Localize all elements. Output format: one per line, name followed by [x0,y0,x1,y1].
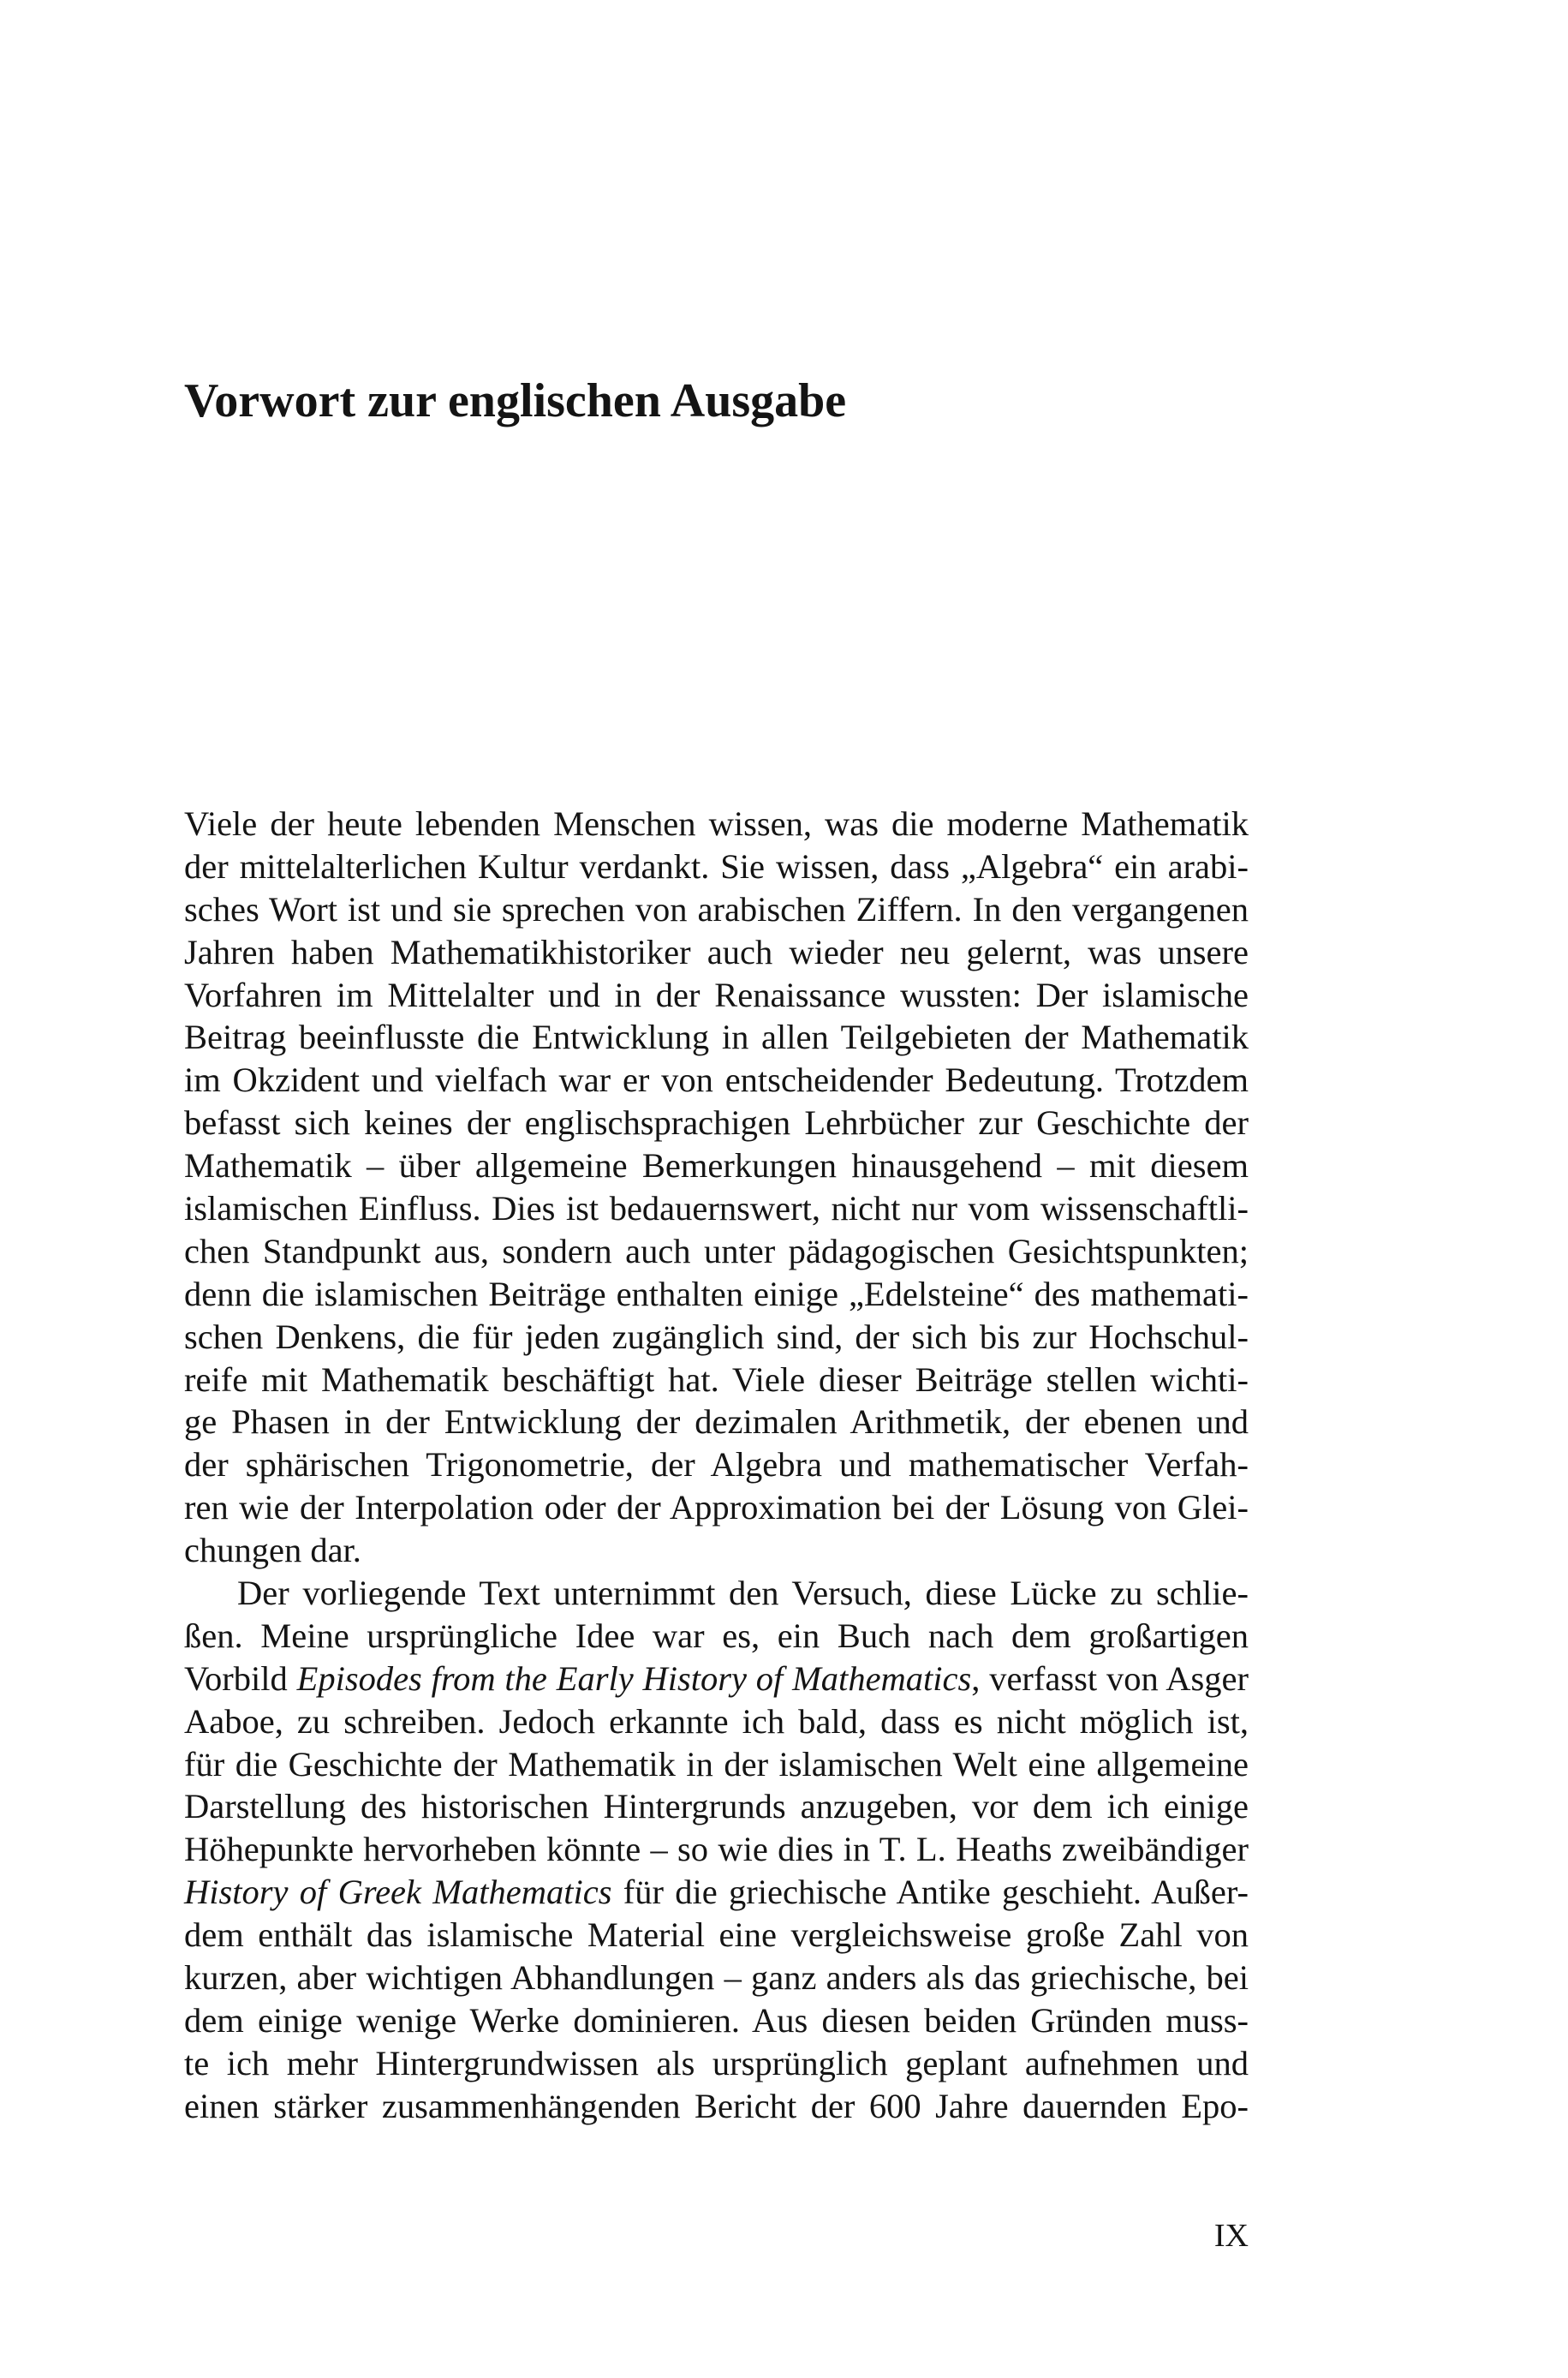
text-line: ßen. Meine ursprüngliche Idee war es, ein Buch nach dem großartigen [184,1616,1249,1655]
text-line: ge Phasen in der Entwicklung der dezimalen Arithmetik, der ebenen und [184,1402,1249,1442]
page-number: IX [1213,2218,1249,2254]
text-line: Darstellung des historischen Hintergrunds anzugeben, vor dem ich einige [184,1787,1249,1826]
text-line: ren wie der Interpolation oder der Approximation bei der Lösung von Glei- [184,1488,1249,1527]
paragraph [184,1572,1249,2128]
text-line: der mittelalterlichen Kultur verdankt. Sie wissen, dass „Algebra“ ein arabi- [184,846,1249,886]
text-line: chungen dar. [184,1531,361,1570]
chapter-title: Vorwort zur englischen Ausgabe [184,374,847,427]
text-line: te ich mehr Hintergrundwissen als ursprünglich geplant aufnehmen und [184,2043,1249,2082]
text-line: der sphärischen Trigonometrie, der Algebra und mathematischer Verfah- [184,1445,1249,1485]
text-line: reife mit Mathematik beschäftigt hat. Viele dieser Beiträge stellen wichti- [184,1359,1249,1399]
text-line: Der vorliegende Text unternimmt den Versuch, diese Lücke zu schlie- [237,1574,1249,1613]
text-line: denn die islamischen Beiträge enthalten einige „Edelsteine“ des mathemati- [184,1274,1249,1313]
text-line: islamischen Einfluss. Dies ist bedauernswert, nicht nur vom wissenschaftli- [184,1189,1249,1228]
text-line: History of Greek Mathematics für die griechische Antike geschieht. Außer- [184,1873,1249,1912]
text-line: Jahren haben Mathematikhistoriker auch wieder neu gelernt, was unsere [184,932,1249,971]
text-line: Mathematik – über allgemeine Bemerkungen hinausgehend – mit diesem [184,1146,1249,1186]
text-line: dem enthält das islamische Material eine vergleichsweise große Zahl von [184,1915,1249,1955]
text-line: Vorbild Episodes from the Early History of Mathematics, verfasst von Asger [184,1658,1249,1698]
text-line: Viele der heute lebenden Menschen wissen, was die moderne Mathematik [184,804,1249,843]
book-title-italic: Episodes from the Early History of Mathematics [296,1658,972,1698]
text-line: Beitrag beeinflusste die Entwicklung in allen Teilgebieten der Mathematik [184,1018,1249,1057]
text-line: befasst sich keines der englischsprachigen Lehrbücher zur Geschichte der [184,1103,1249,1143]
text-line: Vorfahren im Mittelalter und in der Renaissance wussten: Der islamische [184,975,1249,1014]
text-line: kurzen, aber wichtigen Abhandlungen – ganz anders als das griechische, bei [184,1958,1249,1998]
text-line: schen Denkens, die für jeden zugänglich sind, der sich bis zur Hochschul- [184,1317,1249,1356]
text-line: für die Geschichte der Mathematik in der islamischen Welt eine allgemeine [184,1744,1249,1784]
text-line: sches Wort ist und sie sprechen von arabischen Ziffern. In den vergangenen [184,889,1249,929]
text-line: im Okzident und vielfach war er von entscheidender Bedeutung. Trotzdem [184,1061,1249,1100]
text-line: einen stärker zusammenhängenden Bericht der 600 Jahre dauernden Epo- [184,2086,1249,2125]
text-line: dem einige wenige Werke dominieren. Aus diesen beiden Gründen muss- [184,2000,1249,2040]
text-line: Aaboe, zu schreiben. Jedoch erkannte ich bald, dass es nicht möglich ist, [184,1701,1249,1741]
text-line: Höhepunkte hervorheben könnte – so wie dies in T. L. Heaths zweibändiger [184,1830,1249,1869]
book-title-italic: History of Greek Mathematics [184,1873,612,1912]
body-text [184,803,1249,2128]
text-line: chen Standpunkt aus, sondern auch unter pädagogischen Gesichtspunkten; [184,1231,1249,1270]
paragraph [184,803,1249,1572]
